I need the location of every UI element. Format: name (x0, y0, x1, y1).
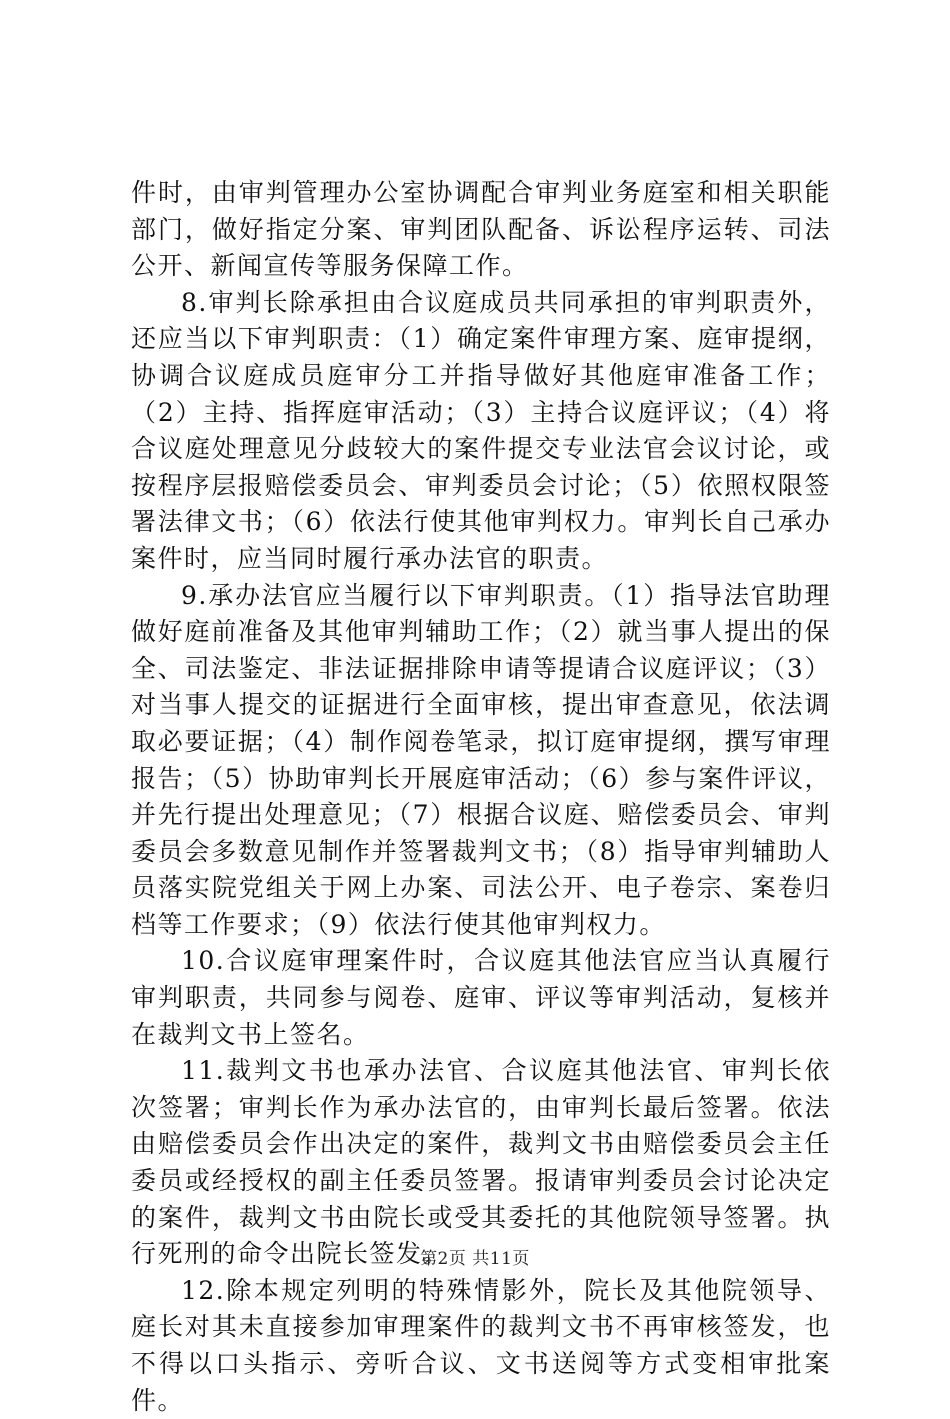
paragraph-item-11: 11.裁判文书也承办法官、合议庭其他法官、审判长依次签署；审判长作为承办法官的，由审判长最后签署。依法由赔偿委员会作出决定的案件，裁判文书由赔偿委员会主任委员或经授权的副主任委员签署。报请审判委员会讨论决定的案件，裁判文书由院长或受其委托的其他院领导签署。执行死刑的命令出院长签发。 (131, 1056, 831, 1269)
paragraph-item-10: 10.合议庭审理案件时，合议庭其他法官应当认真履行审判职责，共同参与阅卷、庭审、评议等审判活动，复核并在裁判文书上签名。 (131, 946, 831, 1049)
paragraph-item-12: 12.除本规定列明的特殊情影外，院长及其他院领导、庭长对其未直接参加审理案件的裁判文书不再审核签发，也不得以口头指示、旁听合议、文书送阅等方式变相审批案件。 (131, 1275, 831, 1415)
paragraph-item-8: 8.审判长除承担由合议庭成员共同承担的审判职责外，还应当以下审判职责：（1）确定案件审理方案、庭审提纲，协调合议庭成员庭审分工并指导做好其他庭审准备工作；（2）主持、指挥庭审活动；（3）主持合议庭评议；（4）将合议庭处理意见分歧较大的案件提交专业法官会议讨论，或按程序层报赔偿委员会、审判委员会讨论；（5）依照权限签署法律文书；（6）依法行使其他审判权力。审判长自己承办案件时，应当同时履行承办法官的职责。 (131, 287, 831, 573)
page-number-footer: 第2页 共11页 (420, 1249, 530, 1269)
paragraph-continuation: 件时，由审判管理办公室协调配合审判业务庭室和相关职能部门，做好指定分案、审判团队配备、诉讼程序运转、司法公开、新闻宣传等服务保障工作。 (131, 178, 831, 281)
document-body (131, 175, 831, 1419)
paragraph-item-9: 9.承办法官应当履行以下审判职责。（1）指导法官助理做好庭前准备及其他审判辅助工作；（2）就当事人提出的保全、司法鉴定、非法证据排除申请等提请合议庭评议；（3）对当事人提交的证据进行全面审核，提出审查意见，依法调取必要证据；（4）制作阅卷笔录，拟订庭审提纲，撰写审理报告；（5）协助审判长开展庭审活动；（6）参与案件评议，并先行提出处理意见；（7）根据合议庭、赔偿委员会、审判委员会多数意见制作并签署裁判文书；（8）指导审判辅助人员落实院党组关于网上办案、司法公开、电子卷宗、案卷归档等工作要求；（9）依法行使其他审判权力。 (131, 580, 831, 939)
